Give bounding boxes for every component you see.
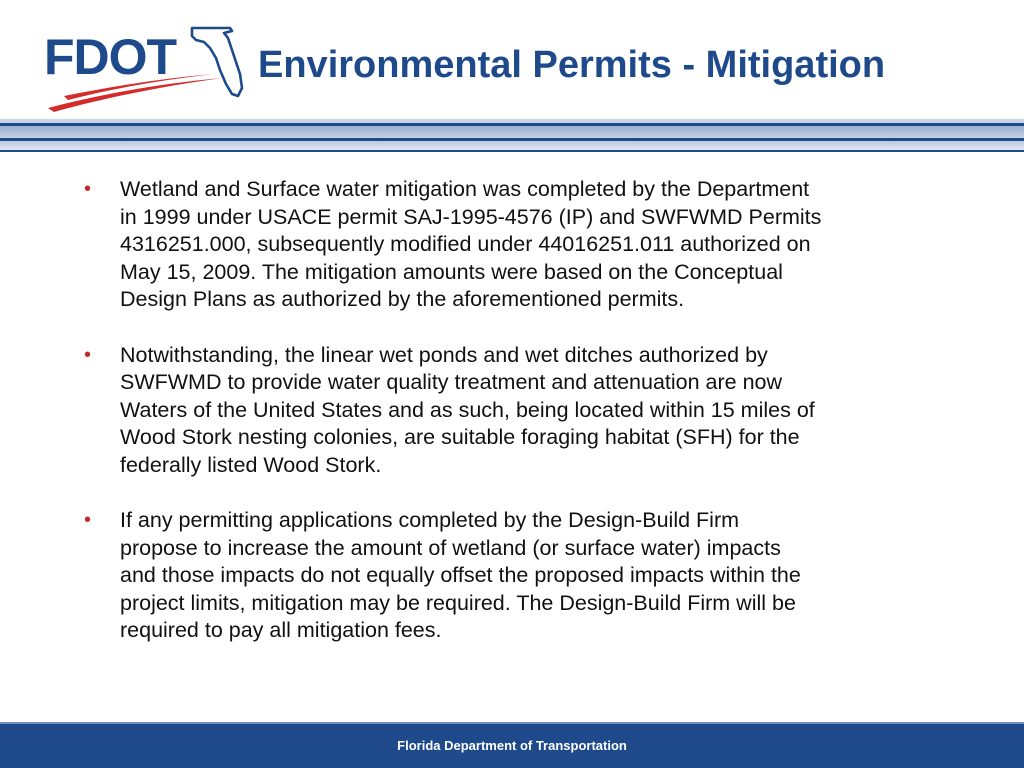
bullet-icon: • — [84, 343, 92, 366]
fdot-logo-graphic — [44, 22, 244, 114]
florida-state-icon — [192, 28, 242, 96]
bullet-item — [84, 176, 984, 314]
bullet-text: If any permitting applications completed by the Design-Build Firm propose to increase the amount of wetland (or surface water) impacts and those impacts do not equally offset the proposed impacts within the project limits, mitigation may be required. The Design-Build Firm will be required to pay all mitigation fees. — [120, 508, 801, 642]
svg-text:FDOT: FDOT — [44, 29, 177, 85]
bullet-text: Notwithstanding, the linear wet ponds and wet ditches authorized by SWFWMD to provide water quality treatment and attenuation are now Waters of the United States and as such, being located within 15 miles of Wood Stork nesting colonies, are suitable foraging habitat (SFH) for the federally listed Wood Stork. — [120, 342, 815, 477]
bullet-icon: • — [84, 509, 92, 531]
slide-header — [0, 0, 1024, 118]
slide-content — [84, 176, 984, 673]
header-divider-band — [0, 126, 1024, 138]
bullet-item — [84, 342, 984, 480]
header-divider-line — [0, 150, 1024, 152]
bullet-text: Wetland and Surface water mitigation was completed by the Department in 1999 under USACE permit SAJ-1995-4576 (IP) and SWFWMD Permits 4316251.000, subsequently modified under 44016251.011 authorized on May 15, 2009. The mitigation amounts were based on the Conceptual Design Plans as authorized by the aforementioned permits. — [120, 177, 822, 311]
bullet-icon: • — [84, 178, 92, 200]
header-divider-band — [0, 141, 1024, 150]
footer-text: Florida Department of Transportation — [397, 738, 627, 753]
slide-footer — [0, 722, 1024, 768]
slide-title: Environmental Permits - Mitigation — [258, 44, 886, 86]
bullet-item — [84, 507, 984, 645]
fdot-logo — [44, 22, 244, 114]
